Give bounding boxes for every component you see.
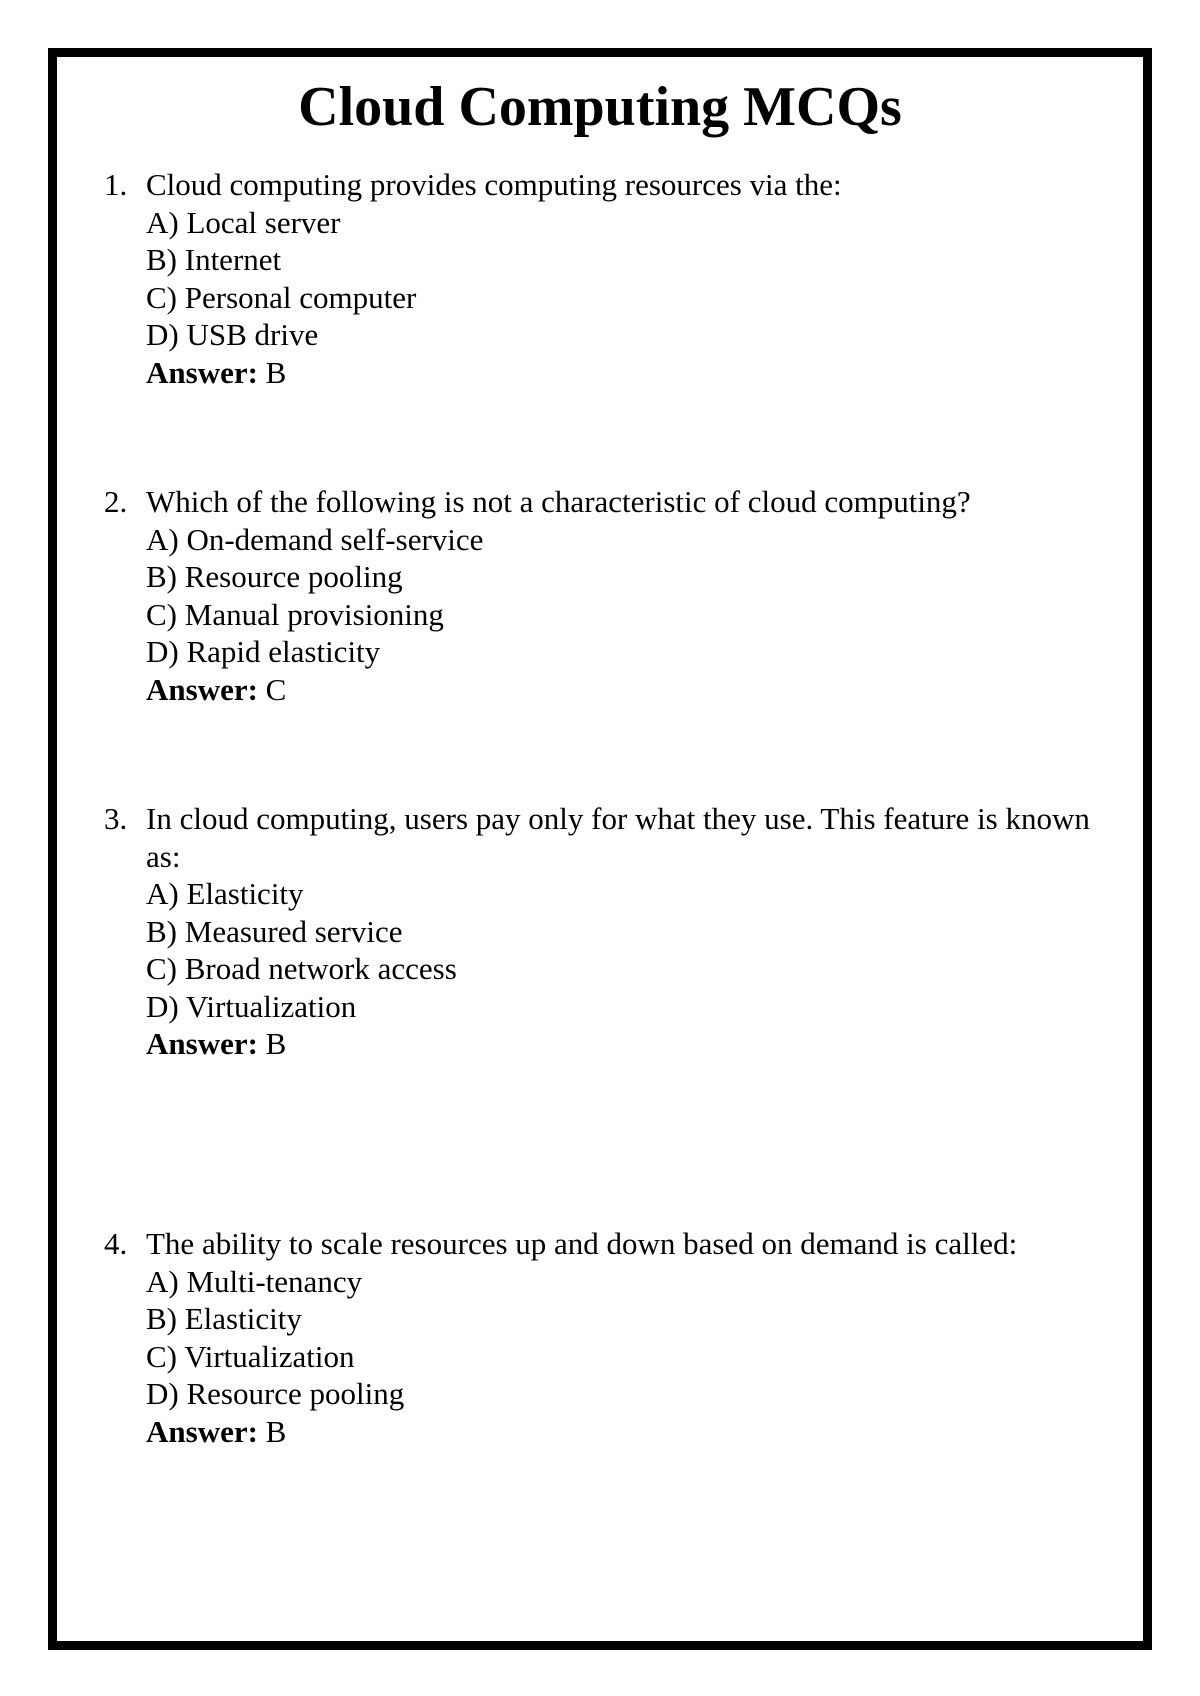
question-text: Cloud computing provides computing resources via the: xyxy=(146,167,842,202)
question-2 xyxy=(104,483,1094,708)
option-d: D) USB drive xyxy=(146,317,319,352)
option-c: C) Personal computer xyxy=(146,279,417,315)
option-c: C) Manual provisioning xyxy=(146,596,444,632)
question-number: 2. xyxy=(104,484,128,519)
question-3 xyxy=(104,800,1094,1063)
answer-value: B xyxy=(265,1413,287,1449)
answer-label: Answer: xyxy=(146,1413,258,1449)
answer-line xyxy=(104,1025,1094,1063)
answer-line xyxy=(104,354,1094,392)
option-a: A) On-demand self-service xyxy=(146,521,484,557)
answer-label: Answer: xyxy=(146,1026,258,1061)
question-text: Which of the following is not a characteristic of cloud computing? xyxy=(146,484,971,519)
answer-label: Answer: xyxy=(146,354,258,390)
option-c: C) Virtualization xyxy=(146,1338,355,1374)
answer-line xyxy=(104,1413,1094,1451)
question-text: In cloud computing, users pay only for what they use. This feature is known as: xyxy=(146,801,1090,874)
option-b: B) Resource pooling xyxy=(146,559,403,594)
option-b: B) Elasticity xyxy=(146,1301,302,1336)
option-d: D) Virtualization xyxy=(146,988,357,1024)
option-a: A) Multi-tenancy xyxy=(146,1263,363,1299)
option-b: B) Measured service xyxy=(146,913,403,949)
option-c: C) Broad network access xyxy=(146,951,457,986)
answer-label: Answer: xyxy=(146,671,258,707)
page-title: Cloud Computing MCQs xyxy=(298,76,902,138)
option-a: A) Elasticity xyxy=(146,876,304,911)
question-number: 4. xyxy=(104,1226,128,1261)
question-number: 1. xyxy=(104,167,128,202)
question-number: 3. xyxy=(104,801,128,836)
answer-value: B xyxy=(265,1026,287,1061)
option-a: A) Local server xyxy=(146,204,341,240)
option-b: B) Internet xyxy=(146,242,282,277)
option-d: D) Rapid elasticity xyxy=(146,634,381,669)
answer-line xyxy=(104,671,1094,709)
question-text: The ability to scale resources up and down based on demand is called: xyxy=(146,1226,1018,1261)
option-d: D) Resource pooling xyxy=(146,1376,405,1411)
answer-value: B xyxy=(265,354,287,390)
question-1 xyxy=(104,166,1094,391)
answer-value: C xyxy=(265,671,287,707)
question-4 xyxy=(104,1225,1094,1450)
